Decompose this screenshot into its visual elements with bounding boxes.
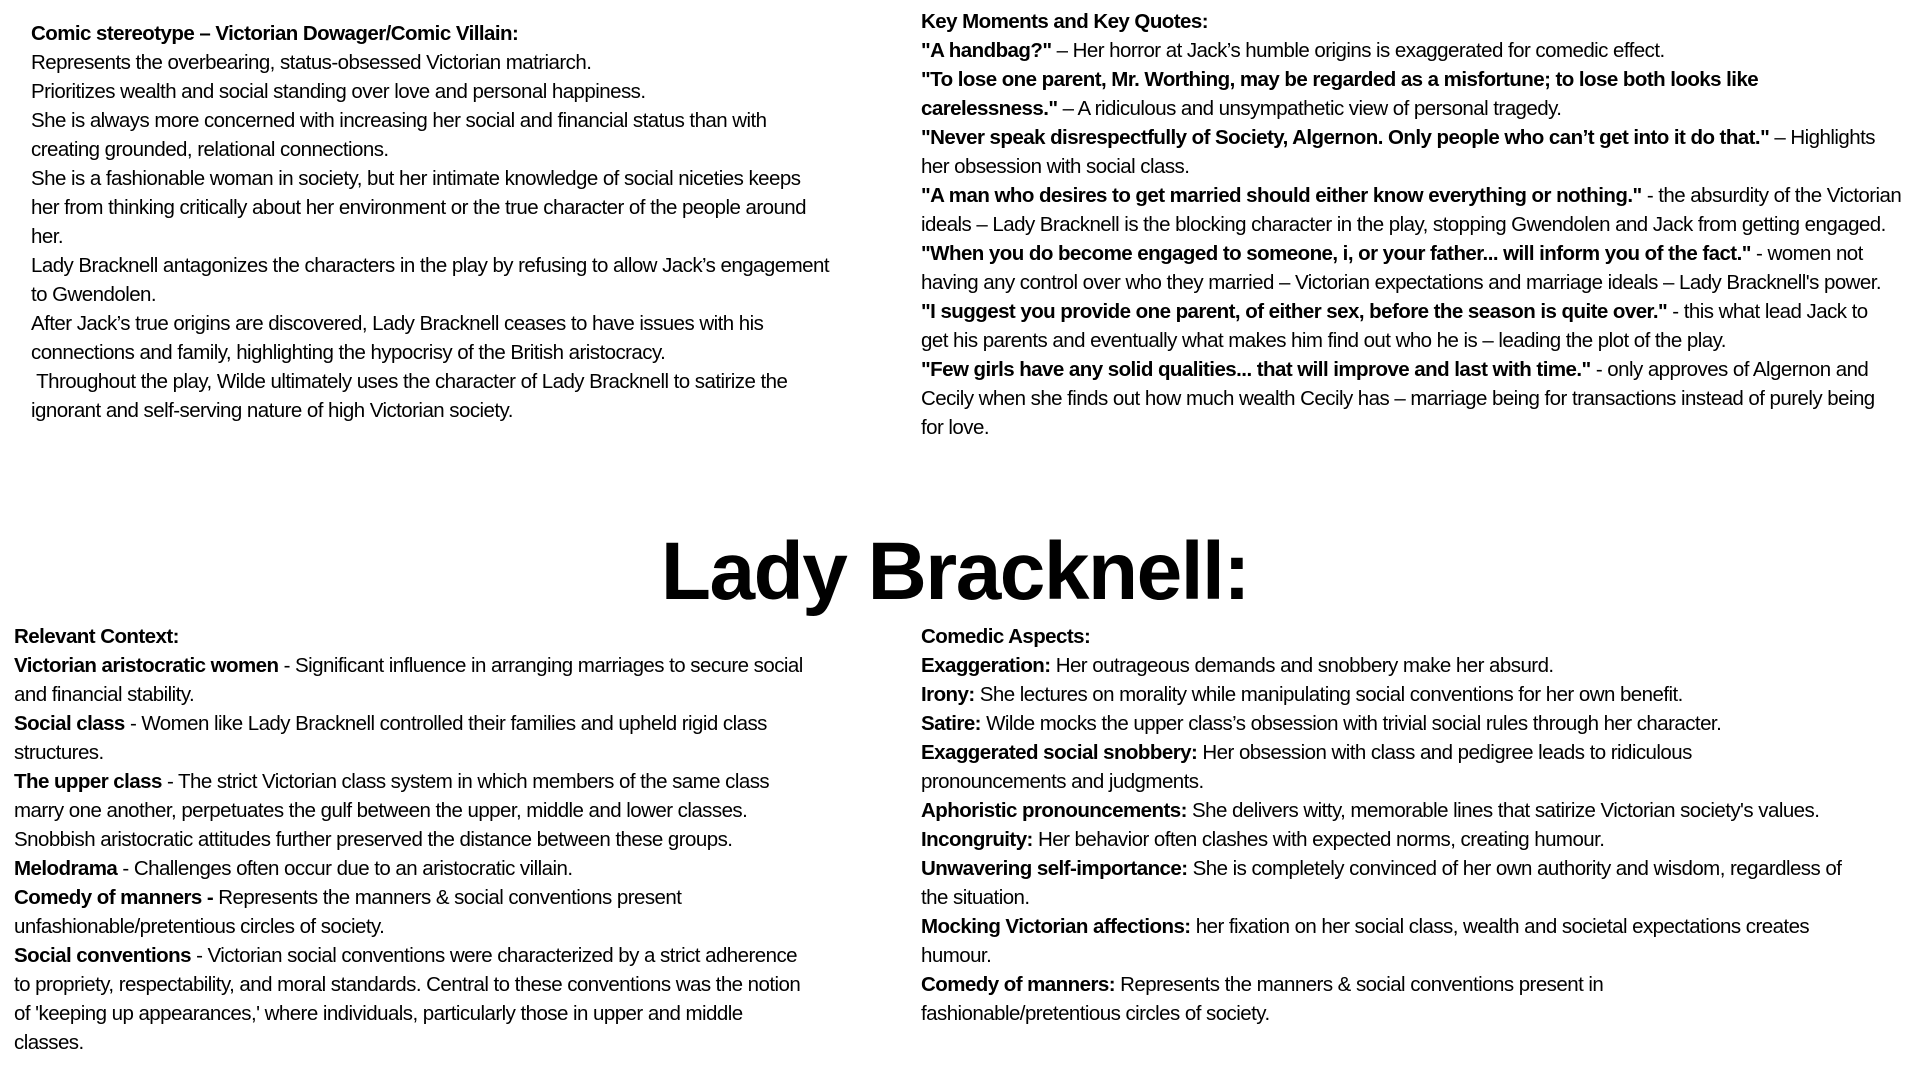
section-heading: Relevant Context: [14, 625, 179, 648]
stereotype-line: Lady Bracknell antagonizes the characters in the play by refusing to allow Jack’s engagement to Gwendolen. [31, 254, 829, 306]
context-text: Represents the manners & social conventions present unfashionable/pretentious circles of society. [14, 886, 682, 938]
comedic-term: Unwavering self-importance: [921, 857, 1188, 880]
comedic-term: Irony: [921, 683, 975, 706]
stereotype-line: After Jack’s true origins are discovered, Lady Bracknell ceases to have issues with his connections and family, highlighting the hypocrisy of the British aristocracy. [31, 312, 764, 364]
comedic-text: She delivers witty, memorable lines that satirize Victorian society's values. [1186, 799, 1820, 822]
context-item [14, 941, 814, 1057]
context-text: - Challenges often occur due to an aristocratic villain. [117, 857, 573, 880]
comedic-term: Aphoristic pronouncements: [921, 799, 1187, 822]
comedic-term: Incongruity: [921, 828, 1033, 851]
quote-comment: - women not having any control over who they married – Victorian expectations and marriage ideals – Lady Bracknell's power. [921, 242, 1882, 294]
context-item [14, 854, 814, 883]
comedic-item [921, 854, 1856, 912]
comedic-aspects-section [921, 622, 1906, 1028]
page-title: Lady Bracknell: [660, 526, 1250, 617]
quote-item [921, 355, 1876, 442]
quote-item [921, 239, 1906, 297]
stereotype-line: She is always more concerned with increasing her social and financial status than with creating grounded, relational connections. [31, 109, 767, 161]
stereotype-line: She is a fashionable woman in society, but her intimate knowledge of social niceties keeps her from thinking critically about her environment or the true character of the people around her. [31, 167, 806, 248]
quote-comment: - only approves of Algernon and Cecily when she finds out how much wealth Cecily has – marriage being for transactions instead of purely being for love. [921, 358, 1875, 439]
quote-comment: – A ridiculous and unsympathetic view of personal tragedy. [1057, 97, 1562, 120]
quote-item [921, 123, 1896, 181]
stereotype-line: Represents the overbearing, status-obsessed Victorian matriarch. [31, 51, 592, 74]
context-item [14, 709, 804, 767]
quote-text: "Never speak disrespectfully of Society, Algernon. Only people who can’t get into it do that." [921, 126, 1770, 149]
relevant-context-section [14, 622, 814, 1057]
comedic-term: Comedy of manners: [921, 973, 1115, 996]
context-term: Comedy of manners - [14, 886, 214, 909]
quote-item [921, 297, 1891, 355]
comedic-item [921, 825, 1906, 854]
context-text: - Women like Lady Bracknell controlled their families and upheld rigid class structures. [14, 712, 767, 764]
comedic-text: Her obsession with class and pedigree leads to ridiculous pronouncements and judgments. [921, 741, 1692, 793]
context-item [14, 883, 799, 941]
quote-text: "A handbag?" [921, 39, 1052, 62]
section-heading: Key Moments and Key Quotes: [921, 10, 1209, 33]
context-text: - Victorian social conventions were characterized by a strict adherence to propriety, respectability, and moral standards. Central to these conventions was the notion of 'keeping up appearances,' where individuals, particularly those in upper and middle classes. [14, 944, 801, 1054]
key-quotes-section [921, 7, 1906, 442]
quote-comment: - this what lead Jack to get his parents and eventually what makes him find out who he is – leading the plot of the play. [921, 300, 1868, 352]
comedic-text: Represents the manners & social conventions present in fashionable/pretentious circles of society. [921, 973, 1604, 1025]
comedic-item [921, 738, 1821, 796]
comedic-term: Satire: [921, 712, 981, 735]
comedic-text: She lectures on morality while manipulating social conventions for her own benefit. [974, 683, 1683, 706]
comedic-term: Exaggeration: [921, 654, 1051, 677]
section-heading: Comedic Aspects: [921, 625, 1091, 648]
quote-text: "Few girls have any solid qualities... that will improve and last with time." [921, 358, 1591, 381]
comedic-text: Her outrageous demands and snobbery make her absurd. [1050, 654, 1554, 677]
quote-text: "To lose one parent, Mr. Worthing, may be regarded as a misfortune; to lose both looks like carelessness." [921, 68, 1759, 120]
context-item [14, 767, 809, 854]
comedic-text: Her behavior often clashes with expected norms, creating humour. [1032, 828, 1605, 851]
stereotype-line: Throughout the play, Wilde ultimately uses the character of Lady Bracknell to satirize the ignorant and self-serving nature of high Victorian society. [31, 370, 793, 422]
comedic-item [921, 651, 1906, 680]
context-term: Social class [14, 712, 125, 735]
quote-item [921, 181, 1906, 239]
comedic-text: She is completely convinced of her own authority and wisdom, regardless of the situation. [921, 857, 1842, 909]
comedic-item [921, 912, 1871, 970]
context-term: Social conventions [14, 944, 191, 967]
context-term: Melodrama [14, 857, 118, 880]
quote-comment: – Highlights her obsession with social class. [921, 126, 1875, 178]
context-term: Victorian aristocratic women [14, 654, 279, 677]
comic-stereotype-section [31, 19, 831, 425]
quote-text: "When you do become engaged to someone, i, or your father... will inform you of the fact." [921, 242, 1751, 265]
context-text: - The strict Victorian class system in which members of the same class marry one another, perpetuates the gulf between the upper, middle and lower classes. Snobbish aristocratic attitudes further preserved the distance between these groups. [14, 770, 770, 851]
context-term: The upper class [14, 770, 162, 793]
quote-text: "I suggest you provide one parent, of either sex, before the season is quite over." [921, 300, 1668, 323]
comedic-term: Mocking Victorian affections: [921, 915, 1191, 938]
stereotype-line: Prioritizes wealth and social standing over love and personal happiness. [31, 80, 646, 103]
quote-item [921, 65, 1871, 123]
comedic-text: her fixation on her social class, wealth and societal expectations creates humour. [921, 915, 1810, 967]
quote-comment: – Her horror at Jack’s humble origins is exaggerated for comedic effect. [1051, 39, 1665, 62]
quote-comment: - the absurdity of the Victorian ideals – Lady Bracknell is the blocking character in the play, stopping Gwendolen and Jack from getting engaged. [921, 184, 1902, 236]
context-text: - Significant influence in arranging marriages to secure social and financial stability. [14, 654, 803, 706]
comedic-item [921, 970, 1721, 1028]
comedic-item [921, 796, 1881, 825]
comedic-item [921, 709, 1906, 738]
quote-text: "A man who desires to get married should either know everything or nothing." [921, 184, 1642, 207]
comedic-text: Wilde mocks the upper class’s obsession with trivial social rules through her character. [980, 712, 1722, 735]
section-heading: Comic stereotype – Victorian Dowager/Comic Villain: [31, 22, 519, 45]
context-item [14, 651, 804, 709]
quote-item [921, 36, 1906, 65]
comedic-item [921, 680, 1906, 709]
comedic-term: Exaggerated social snobbery: [921, 741, 1198, 764]
